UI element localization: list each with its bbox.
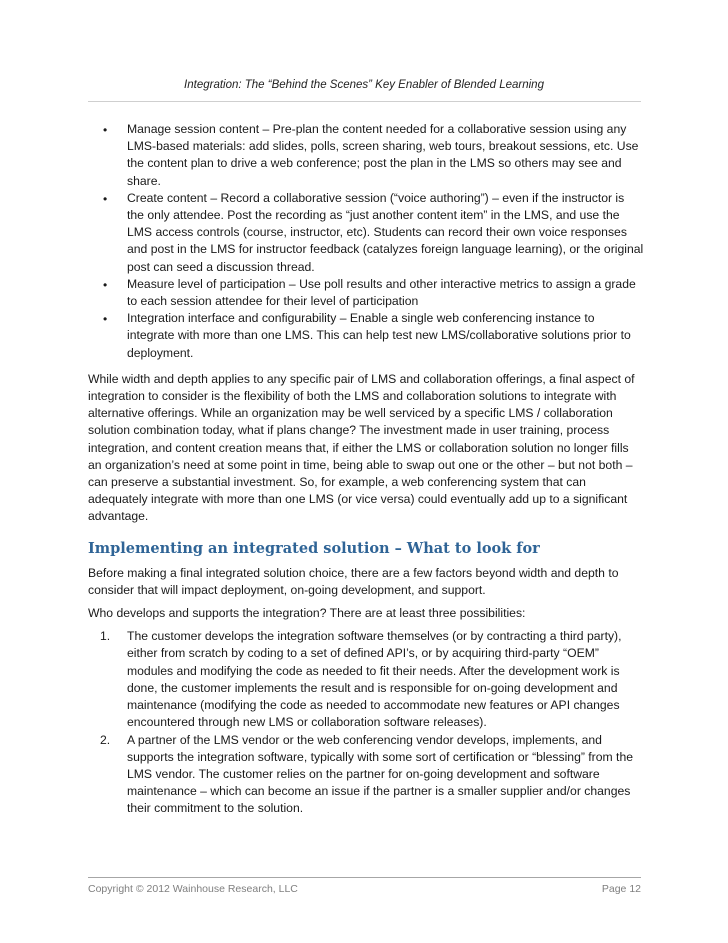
bullet-icon: • (103, 191, 108, 206)
footer-divider (88, 877, 641, 878)
numbered-item: 1. The customer develops the integration software themselves (or by contracting a third party), either from scratch by coding to a set of defined API’s, or by acquiring third-party “OEM” modules and modifying the code as needed to fit their needs. After the development work is done, the customer implements the result and is responsible for on-going development and maintenance (modifying the code as needed to accommodate new features or API changes encountered through new LMS or collaboration software releases). (100, 629, 622, 730)
item-number: 2. (100, 732, 111, 747)
bullet-item: • Create content – Record a collaborative session (“voice authoring”) – even if the instructor is the only attendee. Post the recording as “just another content item” in the LMS, and use the LMS access controls (course, instructor, etc). Students can record their own voice responses and post in the LMS for instructor feedback (catalyzes foreign language learning), or the original post can seed a discussion thread. (103, 190, 644, 274)
paragraph-integration-flexibility: While width and depth applies to any specific pair of LMS and collaboration offerings, a final aspect of integration to consider is the flexibility of both the LMS and collaboration solutions to integrate with alternative offerings. While an organization may be well serviced by a specific LMS / collaboration solution combination today, what if plans change? The investment made in user training, process integration, and content creation means that, if either the LMS or collaboration solution no longer fills an organization’s need at some point in time, being able to swap out one or the other – but not both – can preserve a substantial investment. So, for example, a web conferencing system that can adequately integrate with more than one LMS (or vice versa) could eventually add up to a significant advantage. (88, 371, 635, 524)
running-header: Integration: The “Behind the Scenes” Key Enabler of Blended Learning (184, 79, 544, 91)
page-body (88, 121, 644, 818)
copyright-text: Copyright © 2012 Wainhouse Research, LLC (88, 883, 298, 895)
bullet-list (88, 121, 644, 362)
section-heading: Implementing an integrated solution – What to look for (88, 539, 540, 557)
numbered-list (88, 628, 644, 817)
bullet-icon: • (103, 312, 108, 327)
bullet-icon: • (103, 123, 108, 137)
item-number: 1. (100, 629, 111, 644)
bullet-item: • Manage session content – Pre-plan the content needed for a collaborative session using any LMS-based materials: add slides, polls, screen sharing, web tours, breakout sessions, etc. Use the content plan to drive a web conference; post the plan in the LMS so others may see and share. (103, 122, 639, 188)
header-divider (88, 101, 641, 102)
page-number: Page 12 (601, 883, 641, 895)
numbered-item: 2. A partner of the LMS vendor or the web conferencing vendor develops, implements, and supports the integration software, typically with some sort of certification or “blessing” from the LMS vendor. The customer relies on the partner for on-going development and software maintenance – which can become an issue if the partner is a smaller supplier and/or changes their commitment to the solution. (100, 732, 633, 816)
paragraph-factors: Before making a final integrated solution choice, there are a few factors beyond width and depth to consider that will impact deployment, on-going development, and support. (88, 565, 619, 597)
bullet-item: • Integration interface and configurability – Enable a single web conferencing instance to integrate with more than one LMS. This can help test new LMS/collaborative solutions prior to deployment. (103, 311, 631, 360)
bullet-icon: • (103, 277, 108, 292)
paragraph-question: Who develops and supports the integration? There are at least three possibilities: (88, 606, 526, 621)
bullet-item: • Measure level of participation – Use poll results and other interactive metrics to assign a grade to each session attendee for their level of participation (103, 276, 636, 309)
